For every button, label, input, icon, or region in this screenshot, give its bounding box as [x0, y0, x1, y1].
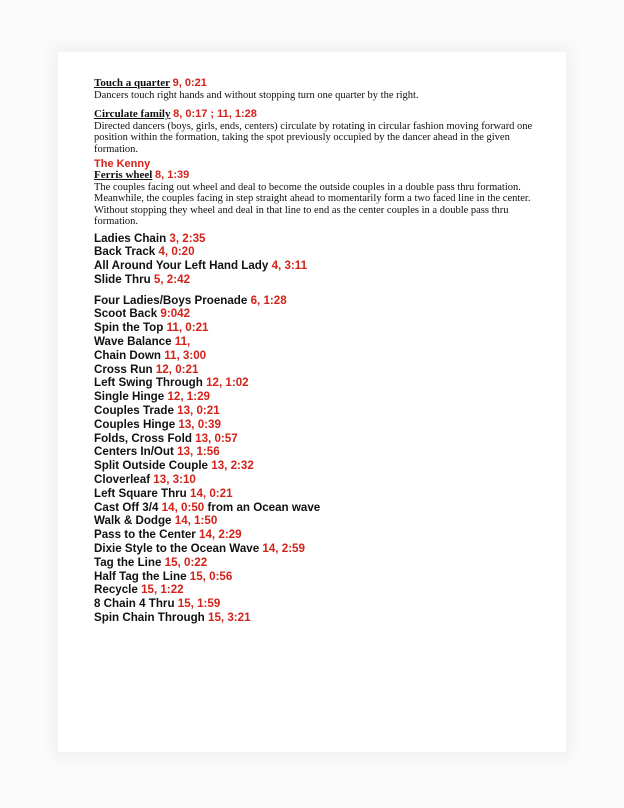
- call-name: Slide Thru: [94, 272, 151, 286]
- call-list-item: [94, 335, 534, 349]
- call-ref: 13, 2:32: [211, 459, 254, 473]
- call-name: Half Tag the Line: [94, 569, 187, 583]
- call-name: Wave Balance: [94, 335, 172, 349]
- call-ref: 6, 1:28: [250, 293, 287, 307]
- call-name: Spin the Top: [94, 321, 164, 335]
- call-list-item: [94, 273, 534, 287]
- call-ref: 12, 0:21: [155, 362, 199, 376]
- definition-ref: 8, 1:39: [154, 169, 190, 181]
- definition-ref: 9, 0:21: [172, 77, 207, 89]
- call-list-item: [94, 542, 534, 556]
- call-list-item: [94, 232, 534, 246]
- call-list-item: [94, 556, 534, 570]
- call-list-item: [94, 432, 534, 446]
- call-name: All Around Your Left Hand Lady: [94, 259, 269, 273]
- call-name: Single Hinge: [94, 390, 165, 404]
- call-list-item: [94, 583, 534, 597]
- call-name: Couples Hinge: [94, 417, 176, 431]
- call-ref: 12, 1:29: [167, 390, 210, 404]
- call-name: Spin Chain Through: [94, 611, 205, 625]
- call-name: Folds, Cross Fold: [94, 431, 192, 445]
- call-ref: 15, 1:22: [141, 583, 184, 597]
- call-list-item: [94, 294, 534, 308]
- call-name: Centers In/Out: [94, 445, 174, 459]
- call-ref: 4, 0:20: [158, 245, 195, 259]
- call-list-item: [94, 528, 534, 542]
- call-list-item: [94, 390, 534, 404]
- call-name: Recycle: [94, 583, 138, 597]
- definition-text: The couples facing out wheel and deal to become the outside couples in a double pass thru formation. Meanwhile, the couples facing in step straight ahead to momentarily form a two faced line in the center. Without stopping they wheel and deal in that line to end as the center couples in a double pass thru formation.: [94, 181, 531, 227]
- definition-circulate-family: [94, 109, 534, 155]
- call-ref: 15, 3:21: [208, 611, 251, 625]
- definition-title: Circulate family: [94, 108, 171, 120]
- call-list-item: [94, 514, 534, 528]
- definition-text: Directed dancers (boys, girls, ends, centers) circulate by rotating in circular fashion moving forward one position within the formation, taking the spot previously occupied by the dancer ahead in the given formation.: [94, 120, 533, 155]
- call-list-item: [94, 321, 534, 335]
- call-name: Split Outside Couple: [94, 459, 209, 473]
- call-list-item: [94, 349, 534, 363]
- call-name: 8 Chain 4 Thru: [94, 597, 175, 611]
- call-list-item: [94, 245, 534, 259]
- call-ref: 11, 3:00: [164, 348, 207, 362]
- call-ref: 15, 0:56: [189, 569, 233, 583]
- call-name: Cast Off 3/4: [94, 500, 159, 514]
- call-ref: 13, 0:39: [178, 417, 221, 431]
- definition-annotation: The Kenny: [94, 158, 151, 170]
- call-list-item: [94, 376, 534, 390]
- call-list: [94, 232, 534, 625]
- call-name: Back Track: [94, 245, 156, 259]
- call-ref: 4, 3:11: [271, 259, 308, 273]
- call-ref: 11,: [174, 335, 191, 349]
- definition-title: Ferris wheel: [94, 169, 153, 181]
- call-ref: 11, 0:21: [166, 321, 209, 335]
- call-ref: 13, 1:56: [177, 445, 220, 459]
- call-list-item: [94, 307, 534, 321]
- document-content: [94, 78, 534, 625]
- call-ref: 14, 1:50: [174, 514, 218, 528]
- call-name: Pass to the Center: [94, 528, 196, 542]
- call-list-item: [94, 473, 534, 487]
- call-ref: 9:042: [160, 307, 191, 321]
- definition-text: Dancers touch right hands and without stopping turn one quarter by the right.: [94, 89, 419, 101]
- call-name: Dixie Style to the Ocean Wave: [94, 542, 260, 556]
- call-ref: 15, 0:22: [164, 555, 208, 569]
- call-name: Four Ladies/Boys Proenade: [94, 293, 248, 307]
- call-name: Ladies Chain: [94, 231, 167, 245]
- call-ref: 3, 2:35: [169, 231, 206, 245]
- call-name: Left Square Thru: [94, 486, 187, 500]
- call-list-item: [94, 611, 534, 625]
- call-name: Cross Run: [94, 362, 153, 376]
- definition-ferris-wheel: [94, 159, 534, 228]
- call-list-item: [94, 459, 534, 473]
- call-ref: 14, 0:21: [190, 486, 233, 500]
- call-list-item: [94, 363, 534, 377]
- call-name: Walk & Dodge: [94, 514, 172, 528]
- definition-title: Touch a quarter: [94, 77, 170, 89]
- call-name: Left Swing Through: [94, 376, 203, 390]
- call-list-item: [94, 597, 534, 611]
- call-note: from an Ocean wave: [207, 500, 321, 514]
- call-ref: 12, 1:02: [206, 376, 249, 390]
- definition-touch-a-quarter: [94, 78, 534, 101]
- call-name: Chain Down: [94, 348, 161, 362]
- call-name: Couples Trade: [94, 404, 174, 418]
- call-name: Cloverleaf: [94, 473, 151, 487]
- call-list-item: [94, 259, 534, 273]
- call-list-item: [94, 418, 534, 432]
- call-list-item: [94, 404, 534, 418]
- call-list-item: [94, 487, 534, 501]
- call-ref: 5, 2:42: [153, 272, 191, 286]
- definition-ref: 8, 0:17 ; 11, 1:28: [173, 108, 257, 120]
- call-name: Tag the Line: [94, 555, 162, 569]
- call-ref: 13, 0:57: [195, 431, 238, 445]
- call-ref: 13, 3:10: [153, 473, 196, 487]
- call-name: Scoot Back: [94, 307, 158, 321]
- call-ref: 13, 0:21: [177, 404, 220, 418]
- call-list-item: [94, 501, 534, 515]
- call-ref: 14, 2:29: [199, 528, 242, 542]
- call-ref: 15, 1:59: [177, 597, 221, 611]
- call-ref: 14, 2:59: [262, 542, 305, 556]
- call-list-item: [94, 570, 534, 584]
- call-list-item: [94, 445, 534, 459]
- call-ref: 14, 0:50: [161, 500, 205, 514]
